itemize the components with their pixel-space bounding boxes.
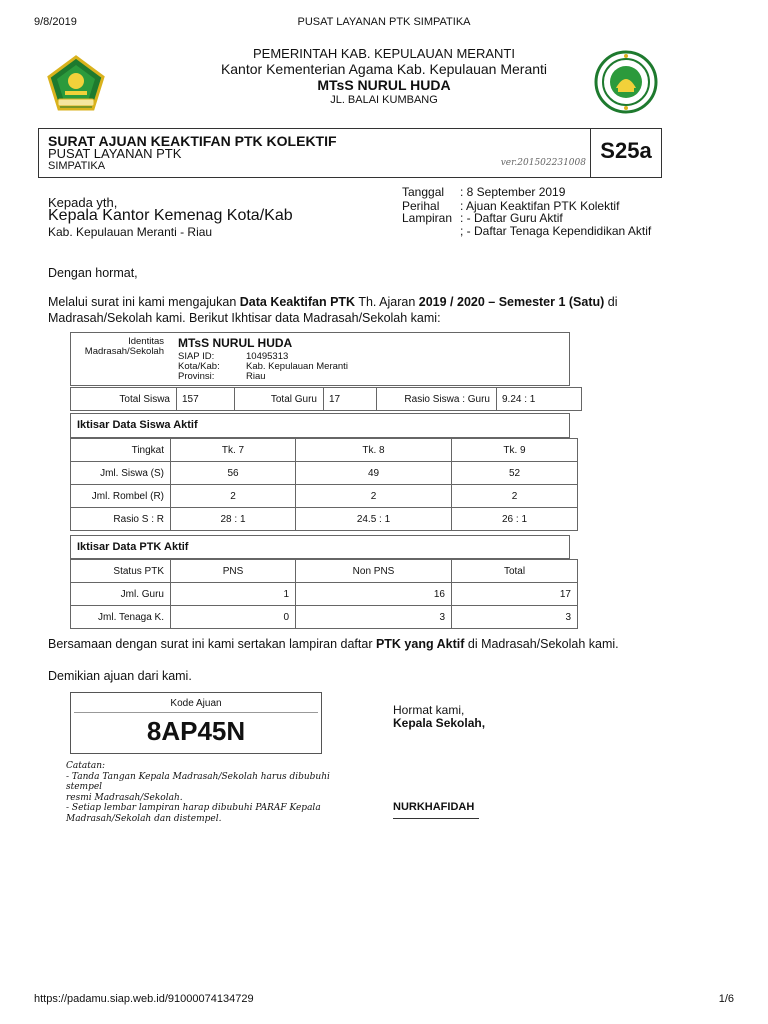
siswa-section-title: Iktisar Data Siswa Aktif	[70, 413, 570, 438]
table-cell: 2	[171, 485, 296, 508]
meta-perihal-label: Perihal	[402, 199, 440, 213]
addressee-name: Kepala Kantor Kemenag Kota/Kab	[48, 207, 293, 224]
table-row	[71, 583, 578, 606]
table-row	[71, 606, 578, 629]
notes-line: - Tanda Tangan Kepala Madrasah/Sekolah harus dibubuhi stempel	[66, 771, 330, 792]
ptk-section-title: Iktisar Data PTK Aktif	[70, 535, 570, 559]
table-cell: 24.5 : 1	[296, 508, 452, 531]
signature-role: Kepala Sekolah,	[393, 716, 486, 730]
table-header-cell: Total	[452, 560, 578, 583]
table-cell: 17	[452, 583, 578, 606]
table-header-cell: Tingkat	[71, 439, 171, 462]
table-cell: Jml. Guru	[71, 583, 171, 606]
identity-label-line-1: Identitas	[128, 336, 164, 347]
total-guru-label: Total Guru	[235, 388, 324, 411]
table-cell: Jml. Tenaga K.	[71, 606, 171, 629]
siswa-table	[70, 438, 578, 531]
total-siswa-label: Total Siswa	[71, 388, 177, 411]
intro-bold-2: 2019 / 2020 – Semester 1 (Satu)	[418, 295, 605, 309]
notes	[66, 761, 356, 824]
table-row	[71, 388, 582, 411]
notes-line: - Setiap lembar lampiran harap dibubuhi PARAF Kepala	[66, 803, 321, 813]
table-header-cell: Tk. 8	[296, 439, 452, 462]
rasio-value: 9.24 : 1	[497, 388, 582, 411]
identity-siap-label: SIAP ID:	[178, 351, 215, 362]
kode-ajuan-value: 8AP45N	[146, 716, 246, 746]
table-header-cell: Tk. 7	[171, 439, 296, 462]
table-cell: 1	[171, 583, 296, 606]
table-header-row	[71, 439, 578, 462]
form-system: SIMPATIKA	[48, 160, 106, 172]
letterhead-school: MTsS NURUL HUDA	[317, 77, 451, 93]
meta-tanggal-value: : 8 September 2019	[460, 185, 566, 199]
attach-text-1: Bersamaan dengan surat ini kami sertakan lampiran daftar	[48, 637, 376, 651]
table-header-cell: PNS	[171, 560, 296, 583]
attach-text-2: di Madrasah/Sekolah kami.	[464, 637, 619, 651]
table-header-cell: Status PTK	[71, 560, 171, 583]
rasio-label: Rasio Siswa : Guru	[377, 388, 497, 411]
table-cell: 49	[296, 462, 452, 485]
kode-ajuan-divider	[74, 712, 318, 713]
table-cell: Jml. Siswa (S)	[71, 462, 171, 485]
meta-tanggal-label: Tanggal	[402, 185, 445, 199]
intro-text-3: di	[604, 295, 618, 309]
table-row	[71, 462, 578, 485]
table-cell: 2	[296, 485, 452, 508]
meta-lampiran-value-1: : - Daftar Guru Aktif	[460, 211, 563, 225]
table-cell: 56	[171, 462, 296, 485]
attach-bold: PTK yang Aktif	[375, 637, 465, 651]
signature-greeting: Hormat kami,	[393, 703, 465, 717]
table-header-cell: Tk. 9	[452, 439, 578, 462]
table-cell: 26 : 1	[452, 508, 578, 531]
signature-underline	[393, 818, 479, 819]
intro-line-2: Madrasah/Sekolah kami. Berikut Ikhtisar data Madrasah/Sekolah kami:	[48, 311, 441, 325]
table-header-cell: Non PNS	[296, 560, 452, 583]
notes-line: resmi Madrasah/Sekolah.	[66, 792, 183, 803]
total-guru-value: 17	[324, 388, 377, 411]
table-cell: Rasio S : R	[71, 508, 171, 531]
greeting: Dengan hormat,	[48, 266, 138, 280]
total-siswa-value: 157	[177, 388, 235, 411]
table-cell: 2	[452, 485, 578, 508]
letterhead-office: Kantor Kementerian Agama Kab. Kepulauan Meranti	[220, 61, 548, 77]
summary-table	[70, 387, 582, 411]
print-date: 9/8/2019	[34, 16, 77, 28]
print-title: PUSAT LAYANAN PTK SIMPATIKA	[297, 16, 471, 28]
identity-siap-value: 10495313	[246, 351, 289, 362]
intro-text-2: Th. Ajaran	[355, 295, 419, 309]
print-page-number: 1/6	[718, 993, 734, 1005]
table-cell: 52	[452, 462, 578, 485]
addressee-label: Kepada yth,	[48, 195, 118, 210]
identity-kota-label: Kota/Kab:	[178, 361, 220, 372]
intro-text-1: Melalui surat ini kami mengajukan	[48, 295, 240, 309]
signature-name: NURKHAFIDAH	[393, 801, 475, 813]
letterhead-government: PEMERINTAH KAB. KEPULAUAN MERANTI	[253, 46, 515, 61]
ptk-table	[70, 559, 578, 629]
attachment-paragraph	[48, 636, 648, 652]
meta-lampiran-label: Lampiran	[402, 211, 453, 225]
table-cell: 0	[171, 606, 296, 629]
addressee-place: Kab. Kepulauan Meranti - Riau	[48, 225, 213, 239]
meta-perihal-value: : Ajuan Keaktifan PTK Kolektif	[460, 199, 620, 213]
form-subtitle: PUSAT LAYANAN PTK	[48, 146, 182, 161]
table-header-row	[71, 560, 578, 583]
identity-provinsi-label: Provinsi:	[178, 371, 215, 382]
identity-provinsi-value: Riau	[246, 371, 266, 382]
print-url[interactable]: https://padamu.siap.web.id/91000074134729	[34, 993, 254, 1005]
table-cell: Jml. Rombel (R)	[71, 485, 171, 508]
form-version: ver.201502231008	[500, 158, 586, 168]
form-code: S25a	[600, 138, 652, 163]
identity-kota-value: Kab. Kepulauan Meranti	[246, 361, 348, 372]
notes-line: Madrasah/Sekolah dan distempel.	[66, 813, 222, 824]
table-row	[71, 508, 578, 531]
meta-lampiran-value-2: ; - Daftar Tenaga Kependidikan Aktif	[460, 224, 652, 238]
identity-label	[70, 337, 164, 357]
identity-label-line-2: Madrasah/Sekolah	[84, 346, 164, 357]
identity-school-name: MTsS NURUL HUDA	[178, 336, 293, 350]
closing-text: Demikian ajuan dari kami.	[48, 669, 192, 683]
intro-bold-1: Data Keaktifan PTK	[239, 295, 356, 309]
table-cell: 3	[452, 606, 578, 629]
intro-paragraph	[48, 294, 648, 326]
table-cell: 3	[296, 606, 452, 629]
letterhead-address: JL. BALAI KUMBANG	[330, 94, 438, 106]
form-title: SURAT AJUAN KEAKTIFAN PTK KOLEKTIF	[48, 133, 337, 149]
table-cell: 28 : 1	[171, 508, 296, 531]
table-row	[71, 485, 578, 508]
table-cell: 16	[296, 583, 452, 606]
notes-title: Catatan:	[66, 761, 106, 771]
kode-ajuan-label: Kode Ajuan	[170, 698, 222, 709]
